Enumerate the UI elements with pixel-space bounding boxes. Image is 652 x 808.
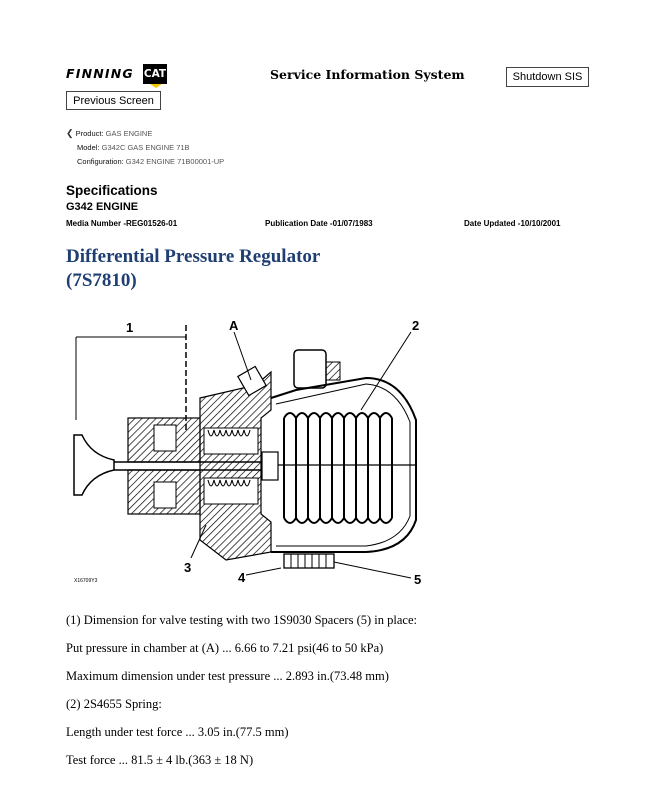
callout-3: 3 (184, 560, 192, 575)
engine-heading: G342 ENGINE (66, 201, 139, 213)
previous-screen-button[interactable]: Previous Screen (66, 91, 161, 110)
regulator-housing (200, 372, 271, 560)
section-heading: Specifications (66, 183, 158, 198)
spec-line: Maximum dimension under test pressure ... 2.893 in.(73.48 mm) (66, 669, 389, 683)
connector-box (294, 350, 326, 388)
breadcrumb-product[interactable] (66, 128, 152, 139)
product-label: Product: (75, 129, 104, 138)
callout-1: 1 (126, 320, 134, 335)
spec-line: (1) Dimension for valve testing with two 1S9030 Spacers (5) in place: (66, 613, 417, 627)
system-title: Service Information System (270, 67, 465, 82)
shutdown-sis-button[interactable]: Shutdown SIS (506, 67, 589, 87)
document-title-line1: Differential Pressure Regulator (66, 246, 321, 267)
breadcrumb-model (77, 143, 190, 152)
callout-4: 4 (238, 570, 246, 585)
finning-logo-text: FINNING (66, 66, 134, 81)
regulator-cross-section-diagram (66, 310, 436, 595)
date-updated: Date Updated -10/10/2001 (464, 219, 561, 228)
configuration-label: Configuration: (77, 157, 124, 166)
spec-line: Put pressure in chamber at (A) ... 6.66 to 7.21 psi(46 to 50 kPa) (66, 641, 384, 655)
back-chevron-icon[interactable]: ❮ (66, 128, 74, 138)
media-number: Media Number -REG01526-01 (66, 219, 178, 228)
model-value: G342C GAS ENGINE 71B (101, 143, 190, 152)
valve-head (74, 435, 114, 495)
callout-5: 5 (414, 572, 422, 587)
callout-2: 2 (412, 318, 420, 333)
cat-logo-badge: CAT (143, 64, 167, 84)
document-title (66, 245, 320, 293)
spec-line: Length under test force ... 3.05 in.(77.5 mm) (66, 725, 289, 739)
document-title-line2: (7S7810) (66, 270, 137, 291)
spec-line: (2) 2S4655 Spring: (66, 697, 162, 711)
publication-date: Publication Date -01/07/1983 (265, 219, 373, 228)
model-label: Model: (77, 143, 100, 152)
configuration-value: G342 ENGINE 71B00001-UP (125, 157, 225, 166)
spring-coils (284, 413, 392, 523)
breadcrumb-configuration (77, 157, 224, 166)
figure-ref-code: X16709Y3 (74, 578, 98, 584)
cat-logo-triangle-icon (150, 84, 162, 88)
callout-a: A (229, 318, 239, 333)
spec-line: Test force ... 81.5 ± 4 lb.(363 ± 18 N) (66, 753, 254, 767)
product-value: GAS ENGINE (105, 129, 153, 138)
